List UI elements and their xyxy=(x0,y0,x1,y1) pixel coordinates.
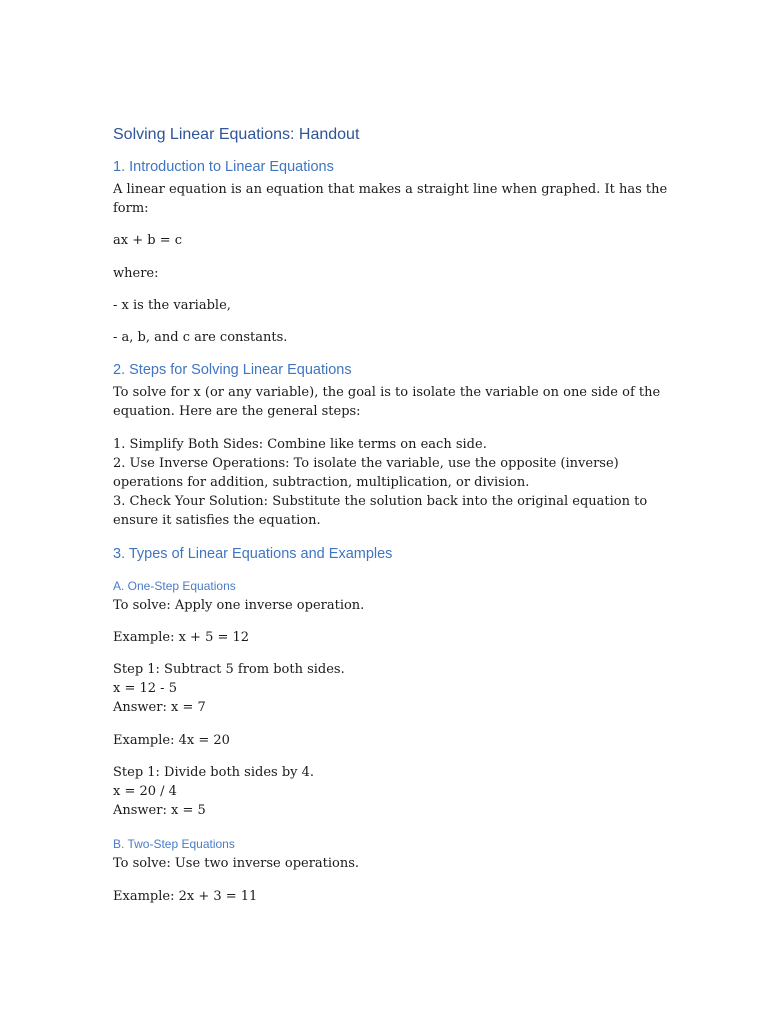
solution-line: Answer: x = 7 xyxy=(113,700,206,716)
solution-line: Step 1: Subtract 5 from both sides. xyxy=(113,662,345,678)
paragraph: - a, b, and c are constants. xyxy=(113,330,288,346)
section-heading-introduction: 1. Introduction to Linear Equations xyxy=(113,159,334,175)
subsection-heading-one-step: A. One-Step Equations xyxy=(113,578,236,593)
section-heading-types: 3. Types of Linear Equations and Examples xyxy=(113,545,393,562)
step-item: 1. Simplify Both Sides: Combine like terms on each side. xyxy=(113,436,487,452)
paragraph: A linear equation is an equation that makes a straight line when graphed. It has the form: xyxy=(113,182,668,217)
example-line: Example: 2x + 3 = 11 xyxy=(113,888,258,904)
paragraph: - x is the variable, xyxy=(113,297,231,313)
equation-form: ax + b = c xyxy=(113,233,182,249)
solution-line: x = 20 / 4 xyxy=(113,784,177,800)
steps-list xyxy=(113,435,668,531)
step-item: 3. Check Your Solution: Substitute the solution back into the original equation to ensure it satisfies the equation. xyxy=(113,494,648,529)
example-solution xyxy=(113,660,668,718)
paragraph: where: xyxy=(113,265,159,281)
step-item: 2. Use Inverse Operations: To isolate the variable, use the opposite (inverse) operations for addition, subtraction, multiplication, or division. xyxy=(113,455,619,491)
document-title: Solving Linear Equations: Handout xyxy=(113,126,360,143)
solution-line: Answer: x = 5 xyxy=(113,803,206,819)
section-heading-steps: 2. Steps for Solving Linear Equations xyxy=(113,362,352,379)
solution-line: Step 1: Divide both sides by 4. xyxy=(113,764,315,780)
subsection-heading-two-step: B. Two-Step Equations xyxy=(113,837,235,852)
example-solution xyxy=(113,763,668,821)
example-line: Example: x + 5 = 12 xyxy=(113,629,250,645)
paragraph: To solve: Use two inverse operations. xyxy=(113,856,360,872)
paragraph: To solve for x (or any variable), the goal is to isolate the variable on one side of the equation. Here are the general steps: xyxy=(113,385,661,420)
paragraph: To solve: Apply one inverse operation. xyxy=(113,597,365,613)
solution-line: x = 12 - 5 xyxy=(113,681,177,697)
example-line: Example: 4x = 20 xyxy=(113,732,230,748)
